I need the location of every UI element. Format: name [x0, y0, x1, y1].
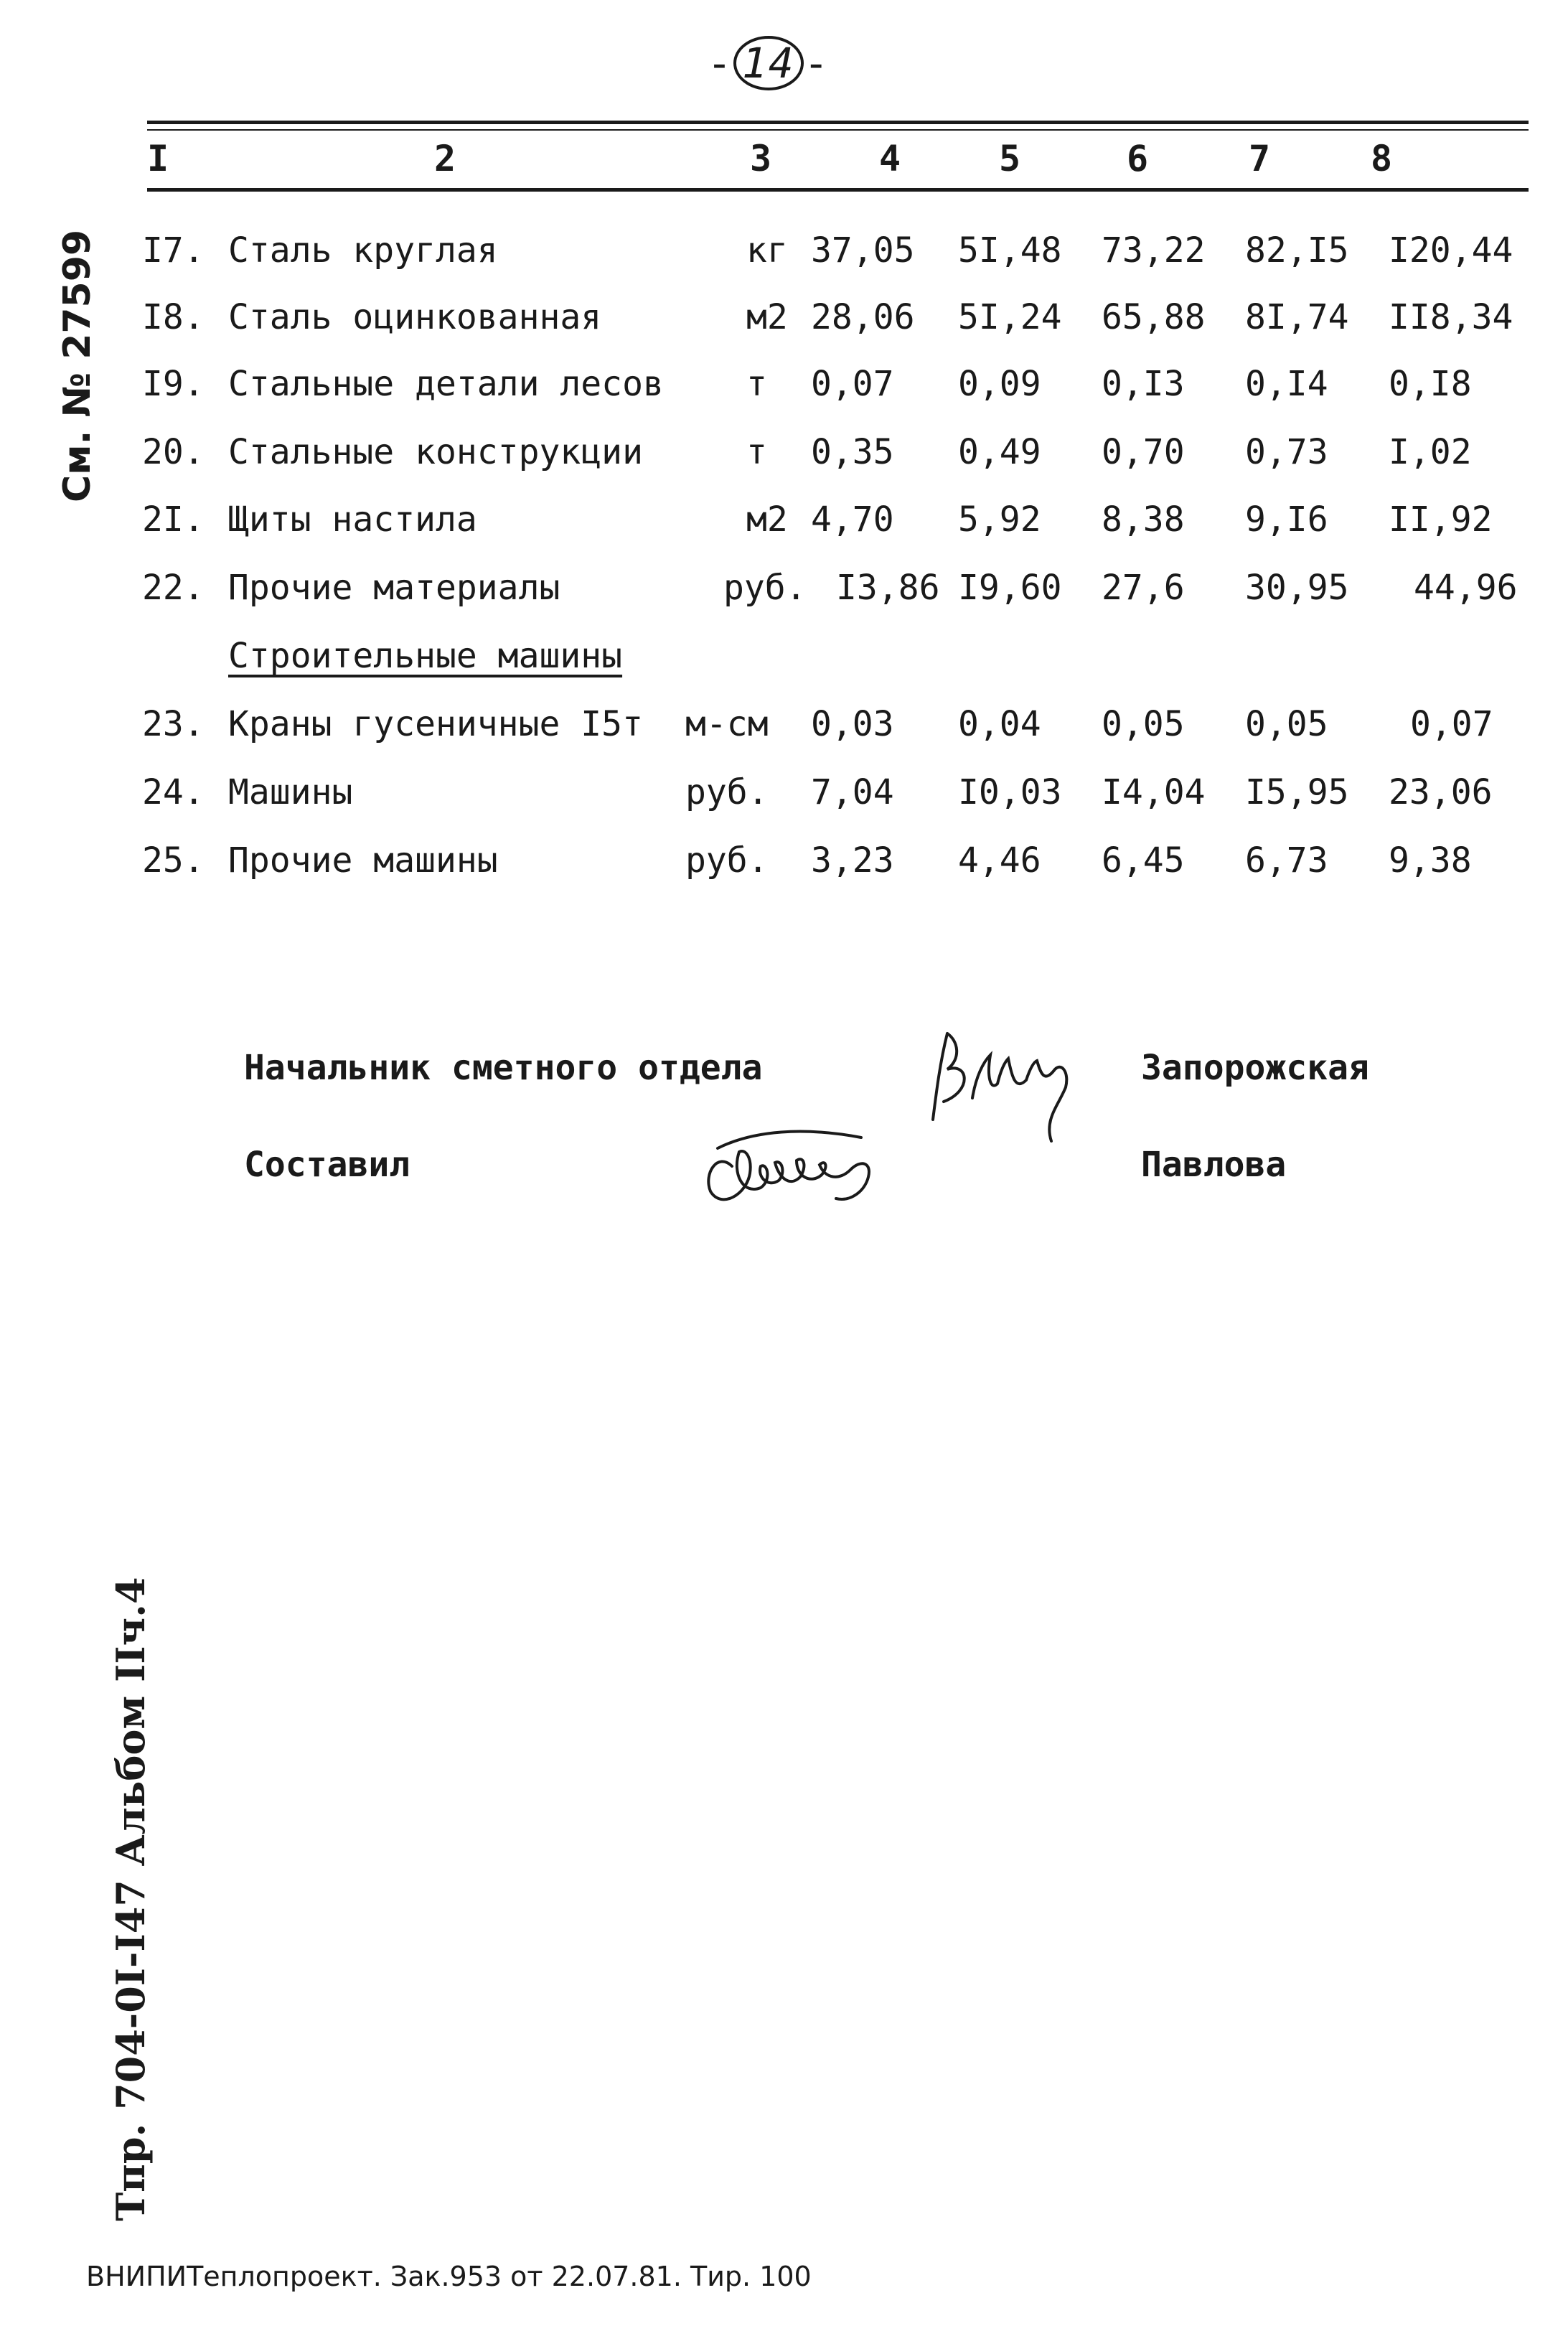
- row-value-7: 6,73: [1245, 840, 1328, 881]
- row-unit: т: [746, 432, 767, 472]
- row-value-7: 30,95: [1245, 568, 1349, 608]
- page-number: - 14 -: [707, 36, 830, 90]
- column-header-5: 5: [999, 138, 1021, 179]
- row-value-6: 0,05: [1102, 704, 1185, 744]
- table-row: [0, 230, 1568, 276]
- row-number: I7.: [142, 230, 205, 271]
- row-value-6: 27,6: [1102, 568, 1185, 608]
- print-footer: ВНИПИТеплопроект. Зак.953 от 22.07.81. Тир. 100: [86, 2261, 812, 2292]
- row-number: I9.: [142, 364, 205, 404]
- row-number: 24.: [142, 772, 205, 812]
- row-unit: руб.: [685, 840, 769, 881]
- row-value-4: 3,23: [811, 840, 894, 881]
- row-number: 2I.: [142, 500, 205, 540]
- column-header-4: 4: [879, 138, 901, 179]
- row-name: Стальные детали лесов: [228, 364, 664, 404]
- row-number: 25.: [142, 840, 205, 881]
- row-name: Стальные конструкции: [228, 432, 643, 472]
- row-unit: м2: [746, 297, 788, 337]
- row-value-4: I3,86: [836, 568, 940, 608]
- table-row: [0, 364, 1568, 410]
- row-value-8: 44,96: [1414, 568, 1518, 608]
- row-value-8: I,02: [1389, 432, 1472, 472]
- row-number: 20.: [142, 432, 205, 472]
- row-name: Щиты настила: [228, 500, 477, 540]
- row-unit: кг: [746, 230, 788, 271]
- row-value-8: 0,I8: [1389, 364, 1472, 404]
- row-number: 22.: [142, 568, 205, 608]
- row-value-5: 4,46: [958, 840, 1041, 881]
- table-header-rule: [147, 188, 1529, 192]
- row-value-6: 0,70: [1102, 432, 1185, 472]
- row-value-5: 0,04: [958, 704, 1041, 744]
- row-value-7: 9,I6: [1245, 500, 1328, 540]
- archive-number-label: См. № 27599: [56, 229, 99, 502]
- row-value-6: 8,38: [1102, 500, 1185, 540]
- row-name: Прочие машины: [228, 840, 498, 881]
- row-value-4: 4,70: [811, 500, 894, 540]
- table-row: [0, 502, 1568, 545]
- row-value-8: 23,06: [1389, 772, 1493, 812]
- row-name: Сталь оцинкованная: [228, 297, 602, 337]
- column-header-6: 6: [1127, 138, 1149, 179]
- column-header-2: 2: [434, 138, 456, 179]
- row-value-4: 37,05: [811, 230, 915, 271]
- row-value-4: 7,04: [811, 772, 894, 812]
- row-value-6: 0,I3: [1102, 364, 1185, 404]
- row-unit: м2: [746, 500, 788, 540]
- row-value-7: 0,I4: [1245, 364, 1328, 404]
- compiler-name: Павлова: [1141, 1145, 1287, 1185]
- row-value-8: 0,07: [1410, 704, 1493, 744]
- row-name: Сталь круглая: [228, 230, 498, 271]
- row-value-5: 5,92: [958, 500, 1041, 540]
- table-row: [0, 432, 1568, 478]
- row-value-5: 0,49: [958, 432, 1041, 472]
- row-value-8: 9,38: [1389, 840, 1472, 881]
- chief-label: Начальник сметного отдела: [244, 1048, 763, 1088]
- row-number: 23.: [142, 704, 205, 744]
- section-title: Строительные машины: [228, 636, 623, 676]
- row-value-5: I0,03: [958, 772, 1062, 812]
- row-value-5: I9,60: [958, 568, 1062, 608]
- row-value-6: 65,88: [1102, 297, 1206, 337]
- row-name: Краны гусеничные I5т: [228, 704, 643, 744]
- compiled-label: Составил: [244, 1145, 410, 1185]
- table-row: [0, 772, 1568, 818]
- row-value-5: 5I,48: [958, 230, 1062, 271]
- row-value-7: I5,95: [1245, 772, 1349, 812]
- column-header-1: I: [147, 138, 169, 179]
- binding-label: Тпр. 704-0I-I47 Альбом IIч.4: [108, 1577, 154, 2221]
- row-unit: руб.: [685, 772, 769, 812]
- row-value-8: II,92: [1389, 500, 1493, 540]
- column-header-3: 3: [750, 138, 772, 179]
- row-value-6: 73,22: [1102, 230, 1206, 271]
- row-name: Прочие материалы: [228, 568, 560, 608]
- row-value-4: 28,06: [811, 297, 915, 337]
- row-unit: м-см: [685, 704, 769, 744]
- table-row: [0, 568, 1568, 614]
- row-value-5: 5I,24: [958, 297, 1062, 337]
- row-value-8: II8,34: [1389, 297, 1513, 337]
- table-row: [0, 840, 1568, 886]
- row-value-7: 8I,74: [1245, 297, 1349, 337]
- column-header-7: 7: [1249, 138, 1271, 179]
- column-header-8: 8: [1371, 138, 1393, 179]
- table-top-rule-thin: [147, 129, 1529, 131]
- row-value-5: 0,09: [958, 364, 1041, 404]
- chief-name: Запорожская: [1141, 1048, 1369, 1088]
- row-value-4: 0,07: [811, 364, 894, 404]
- row-number: I8.: [142, 297, 205, 337]
- row-unit: руб.: [723, 568, 807, 608]
- row-name: Машины: [228, 772, 353, 812]
- row-value-8: I20,44: [1389, 230, 1513, 271]
- row-value-6: 6,45: [1102, 840, 1185, 881]
- compiler-signature: [689, 1109, 904, 1216]
- row-value-7: 0,73: [1245, 432, 1328, 472]
- table-row: [0, 297, 1568, 343]
- row-value-4: 0,35: [811, 432, 894, 472]
- row-value-7: 82,I5: [1245, 230, 1349, 271]
- chief-signature: [919, 1019, 1084, 1148]
- row-unit: т: [746, 364, 767, 404]
- row-value-7: 0,05: [1245, 704, 1328, 744]
- row-value-6: I4,04: [1102, 772, 1206, 812]
- table-top-rule: [147, 121, 1529, 124]
- table-row: [0, 704, 1568, 750]
- row-value-4: 0,03: [811, 704, 894, 744]
